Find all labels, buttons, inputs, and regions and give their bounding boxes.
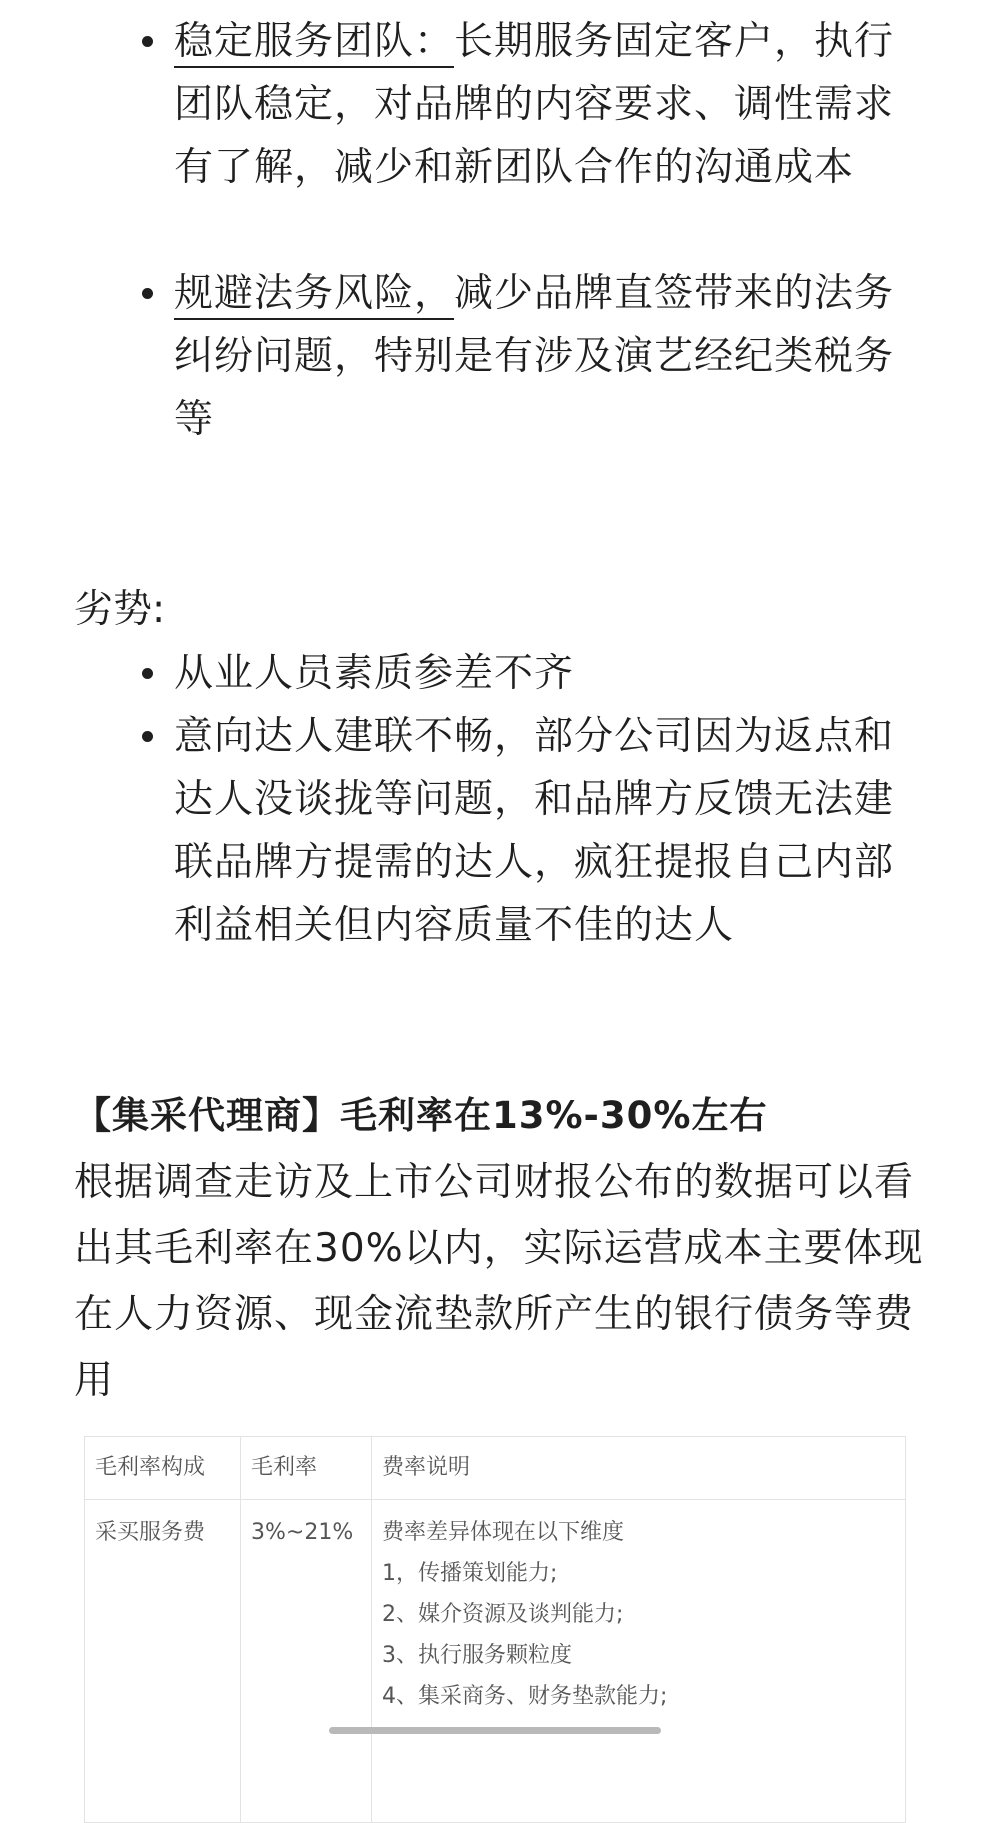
table-header-row <box>85 1437 906 1500</box>
advantages-list-continued <box>0 262 987 451</box>
section-heading: 【集采代理商】毛利率在13%-30%左右 <box>74 1094 768 1137</box>
list-item <box>0 10 914 199</box>
item-text: 减少品牌直签带来的法务纠纷问题，特别是有涉及演艺经纪类税务等 <box>174 271 895 442</box>
table-cell-rate: 3%~21% <box>241 1500 372 1823</box>
item-text: 从业人员素质参差不齐 <box>174 651 575 696</box>
margin-table <box>84 1436 906 1823</box>
description-line: 4、集采商务、财务垫款能力; <box>382 1684 668 1709</box>
description-line: 费率差异体现在以下维度 <box>382 1520 625 1545</box>
table-cell-description <box>372 1500 906 1823</box>
description-line: 2、媒介资源及谈判能力; <box>382 1602 624 1627</box>
table-row <box>85 1500 906 1823</box>
weakness-heading: 劣势: <box>74 587 166 632</box>
section-paragraph: 根据调查走访及上市公司财报公布的数据可以看出其毛利率在30%以内，实际运营成本主要体现在人力资源、现金流垫款所产生的银行债务等费用 <box>74 1160 924 1403</box>
list-item <box>0 705 914 957</box>
weakness-list <box>0 642 987 957</box>
advantages-list <box>0 10 987 199</box>
table-header-description: 费率说明 <box>372 1437 906 1500</box>
table-header-rate: 毛利率 <box>241 1437 372 1500</box>
description-line: 3、执行服务颗粒度 <box>382 1643 572 1668</box>
item-lead: 规避法务风险， <box>174 271 454 320</box>
item-text: 意向达人建联不畅，部分公司因为返点和达人没谈拢等问题，和品牌方反馈无法建联品牌方提需的达人，疯狂提报自己内部利益相关但内容质量不佳的达人 <box>174 714 895 948</box>
table-header-component: 毛利率构成 <box>85 1437 241 1500</box>
list-item <box>0 262 914 451</box>
item-text: 长期服务固定客户，执行团队稳定，对品牌的内容要求、调性需求有了解，减少和新团队合作的沟通成本 <box>174 19 895 190</box>
item-lead: 稳定服务团队： <box>174 19 454 68</box>
bullet-icon <box>142 36 153 47</box>
bullet-icon <box>142 731 153 742</box>
horizontal-scrollbar[interactable] <box>329 1727 661 1734</box>
bullet-icon <box>142 288 153 299</box>
description-line: 1，传播策划能力; <box>382 1561 558 1586</box>
bullet-icon <box>142 668 153 679</box>
list-item <box>0 642 914 705</box>
table-cell-component: 采买服务费 <box>85 1500 241 1823</box>
